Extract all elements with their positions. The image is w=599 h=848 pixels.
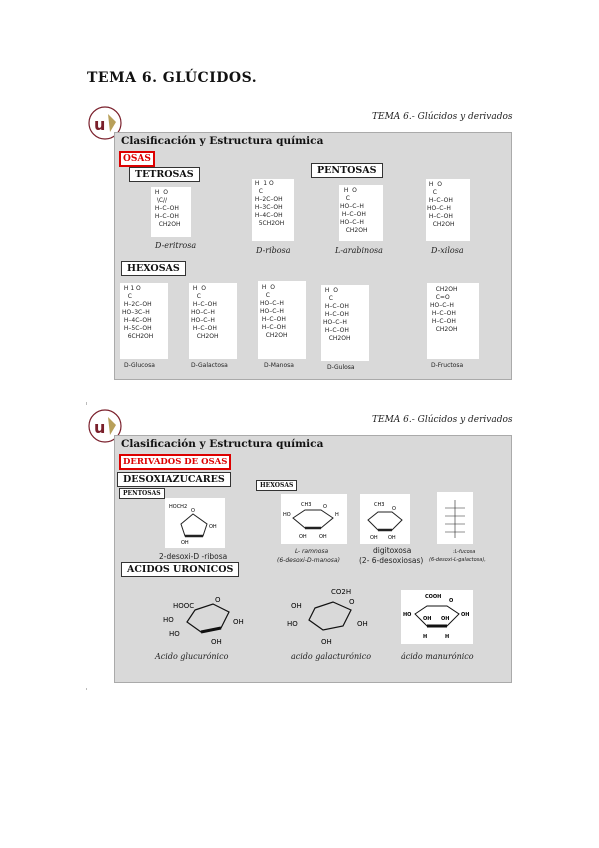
slide-header: TEMA 6.- Glúcidos y derivados <box>372 415 513 425</box>
ring-oh: OH <box>461 612 470 618</box>
structure-card <box>281 494 347 544</box>
caption-ramnosa-sub: (6-desoxi-D-manosa) <box>277 557 340 564</box>
ring-oh: OH <box>181 540 189 546</box>
ring-ho: HO <box>163 616 174 624</box>
structure-card <box>401 590 473 644</box>
slide-panel <box>114 435 512 683</box>
caption-fucosa-sub: (6-desoxi-L-galactosa), <box>429 557 486 563</box>
label-pentosas: PENTOSAS <box>119 488 165 499</box>
structure-card <box>427 283 479 369</box>
molecule-formula: H O C H–C–OH HO–C–H HO–C–H H–C–OH CH2OH <box>191 285 219 340</box>
caption-digitoxosa-sub: (2- 6-desoxiosas) <box>359 556 424 565</box>
structure-card <box>321 285 369 371</box>
caption-manosa: D-Manosa <box>264 362 294 369</box>
label-pentosas: PENTOSAS <box>311 163 383 178</box>
caption-digitoxosa: digitoxosa <box>373 546 412 555</box>
slide-header: TEMA 6.- Glúcidos y derivados <box>372 112 513 122</box>
caption-arabinosa: L-arabinosa <box>335 246 383 255</box>
ring-h: H <box>423 634 428 640</box>
ring-oh: OH <box>388 535 396 541</box>
label-acidos-uronicos: ACIDOS URONICOS <box>121 562 239 577</box>
caption-glucosa: D-Glucosa <box>124 362 155 369</box>
slide-panel <box>114 132 512 380</box>
slide-osas <box>86 102 512 385</box>
ring-oxygen: O <box>323 504 327 510</box>
ring-co2h: CO2H <box>331 588 352 596</box>
caption-ramnosa: L- ramnosa <box>295 548 329 555</box>
structure-card <box>360 494 410 544</box>
structure-card <box>426 179 470 241</box>
ring-oh: OH <box>357 620 368 628</box>
structure-card <box>151 187 191 237</box>
structure-card <box>339 185 383 241</box>
page-title: TEMA 6. GLÚCIDOS. <box>87 70 258 86</box>
ring-hoch2: HOCH2 <box>169 504 188 510</box>
glucuronic-acid-structure <box>155 592 255 648</box>
furanose-ring <box>165 498 225 548</box>
caption-fructosa: D-Fructosa <box>431 362 464 369</box>
molecule-formula: H O C H–C–OH HO–C–H H–C–OH CH2OH <box>427 181 455 228</box>
ring-ch3: CH3 <box>374 502 385 508</box>
molecule-formula: H 1 O C H–2C–OH H–3C–OH H–4C–OH 5CH2OH <box>254 180 285 227</box>
caption-glucuronico: Acido glucurónico <box>155 652 229 661</box>
fischer-projection <box>437 492 473 544</box>
ring-oh: OH <box>321 638 332 646</box>
ring-h: H <box>445 634 450 640</box>
tag-osas: OSAS <box>119 151 155 167</box>
structure-card <box>165 498 225 548</box>
structure-card <box>120 283 168 369</box>
label-tetrosas: TETROSAS <box>129 167 200 182</box>
slide-heading: Clasificación y Estructura química <box>121 135 324 147</box>
ring-oh: OH <box>441 616 450 622</box>
ring-oh: OH <box>423 616 432 622</box>
ring-ch3: CH3 <box>301 502 312 508</box>
structure-card <box>189 283 237 369</box>
caption-fucosa: :L-fucosa <box>453 549 476 555</box>
tag-derivados: DERIVADOS DE OSAS <box>119 454 231 470</box>
pyranose-ring <box>281 494 347 544</box>
ring-oxygen: O <box>392 506 396 512</box>
molecule-formula: CH2OH C=O HO–C–H H–C–OH H–C–OH CH2OH <box>430 286 458 333</box>
svg-text:u: u <box>94 115 106 134</box>
caption-ribosa: D-ribosa <box>256 246 291 255</box>
structure-card <box>258 281 306 369</box>
ring-oxygen: O <box>215 596 221 604</box>
ring-oh: OH <box>291 602 302 610</box>
ring-ho: HO <box>283 512 291 518</box>
molecule-formula: H 1 O C H–2C–OH HO–3C–H H–4C–OH H–5C–OH 6CH2OH <box>122 285 154 340</box>
ring-ho: HO <box>287 620 298 628</box>
molecule-formula: H O \C// H–C–OH H–C–OH CH2OH <box>154 189 181 228</box>
molecule-formula: H O C H–C–OH H–C–OH HO–C–H H–C–OH CH2OH <box>323 287 351 342</box>
caption-desoxiribosa: 2-desoxi-D -ribosa <box>159 552 228 561</box>
ring-oh: OH <box>209 524 217 530</box>
ring-hooc: HOOC <box>173 602 195 610</box>
ring-cooh: COOH <box>425 594 442 600</box>
label-hexosas: HEXOSAS <box>256 480 297 491</box>
mannuronic-acid-structure <box>401 590 473 644</box>
ring-oh: OH <box>319 534 327 540</box>
ring-oh: OH <box>299 534 307 540</box>
molecule-formula: H O C HO–C–H HO–C–H H–C–OH H–C–OH CH2OH <box>260 284 288 339</box>
ring-ho: HO <box>403 612 412 618</box>
pyranose-ring <box>360 494 410 544</box>
ring-oxygen: O <box>191 508 195 514</box>
svg-text:u: u <box>94 418 106 437</box>
ring-oh: OH <box>211 638 222 646</box>
caption-galacturonico: acido galacturónico <box>291 652 372 661</box>
ring-ho: HO <box>169 630 180 638</box>
structure-card <box>437 492 473 544</box>
galacturonic-acid-structure <box>281 586 381 648</box>
caption-manuronico: ácido manurónico <box>401 652 474 661</box>
slide-heading: Clasificación y Estructura química <box>121 438 324 450</box>
caption-xilosa: D-xilosa <box>431 246 464 255</box>
label-hexosas: HEXOSAS <box>121 261 186 276</box>
structure-card <box>252 179 294 241</box>
caption-galactosa: D-Galactosa <box>191 362 228 369</box>
ring-oxygen: O <box>349 598 355 606</box>
slide-derivados <box>86 405 512 688</box>
ring-oh: OH <box>233 618 244 626</box>
ring-h: H <box>335 512 339 518</box>
caption-gulosa: D-Gulosa <box>327 364 355 371</box>
ring-oxygen: O <box>449 598 454 604</box>
caption-eritrosa: D-eritrosa <box>155 241 197 250</box>
ring-oh: OH <box>370 535 378 541</box>
label-desoxiazucares: DESOXIAZUCARES <box>117 472 231 487</box>
molecule-formula: H O C HO–C–H H–C–OH HO–C–H CH2OH <box>340 187 368 234</box>
